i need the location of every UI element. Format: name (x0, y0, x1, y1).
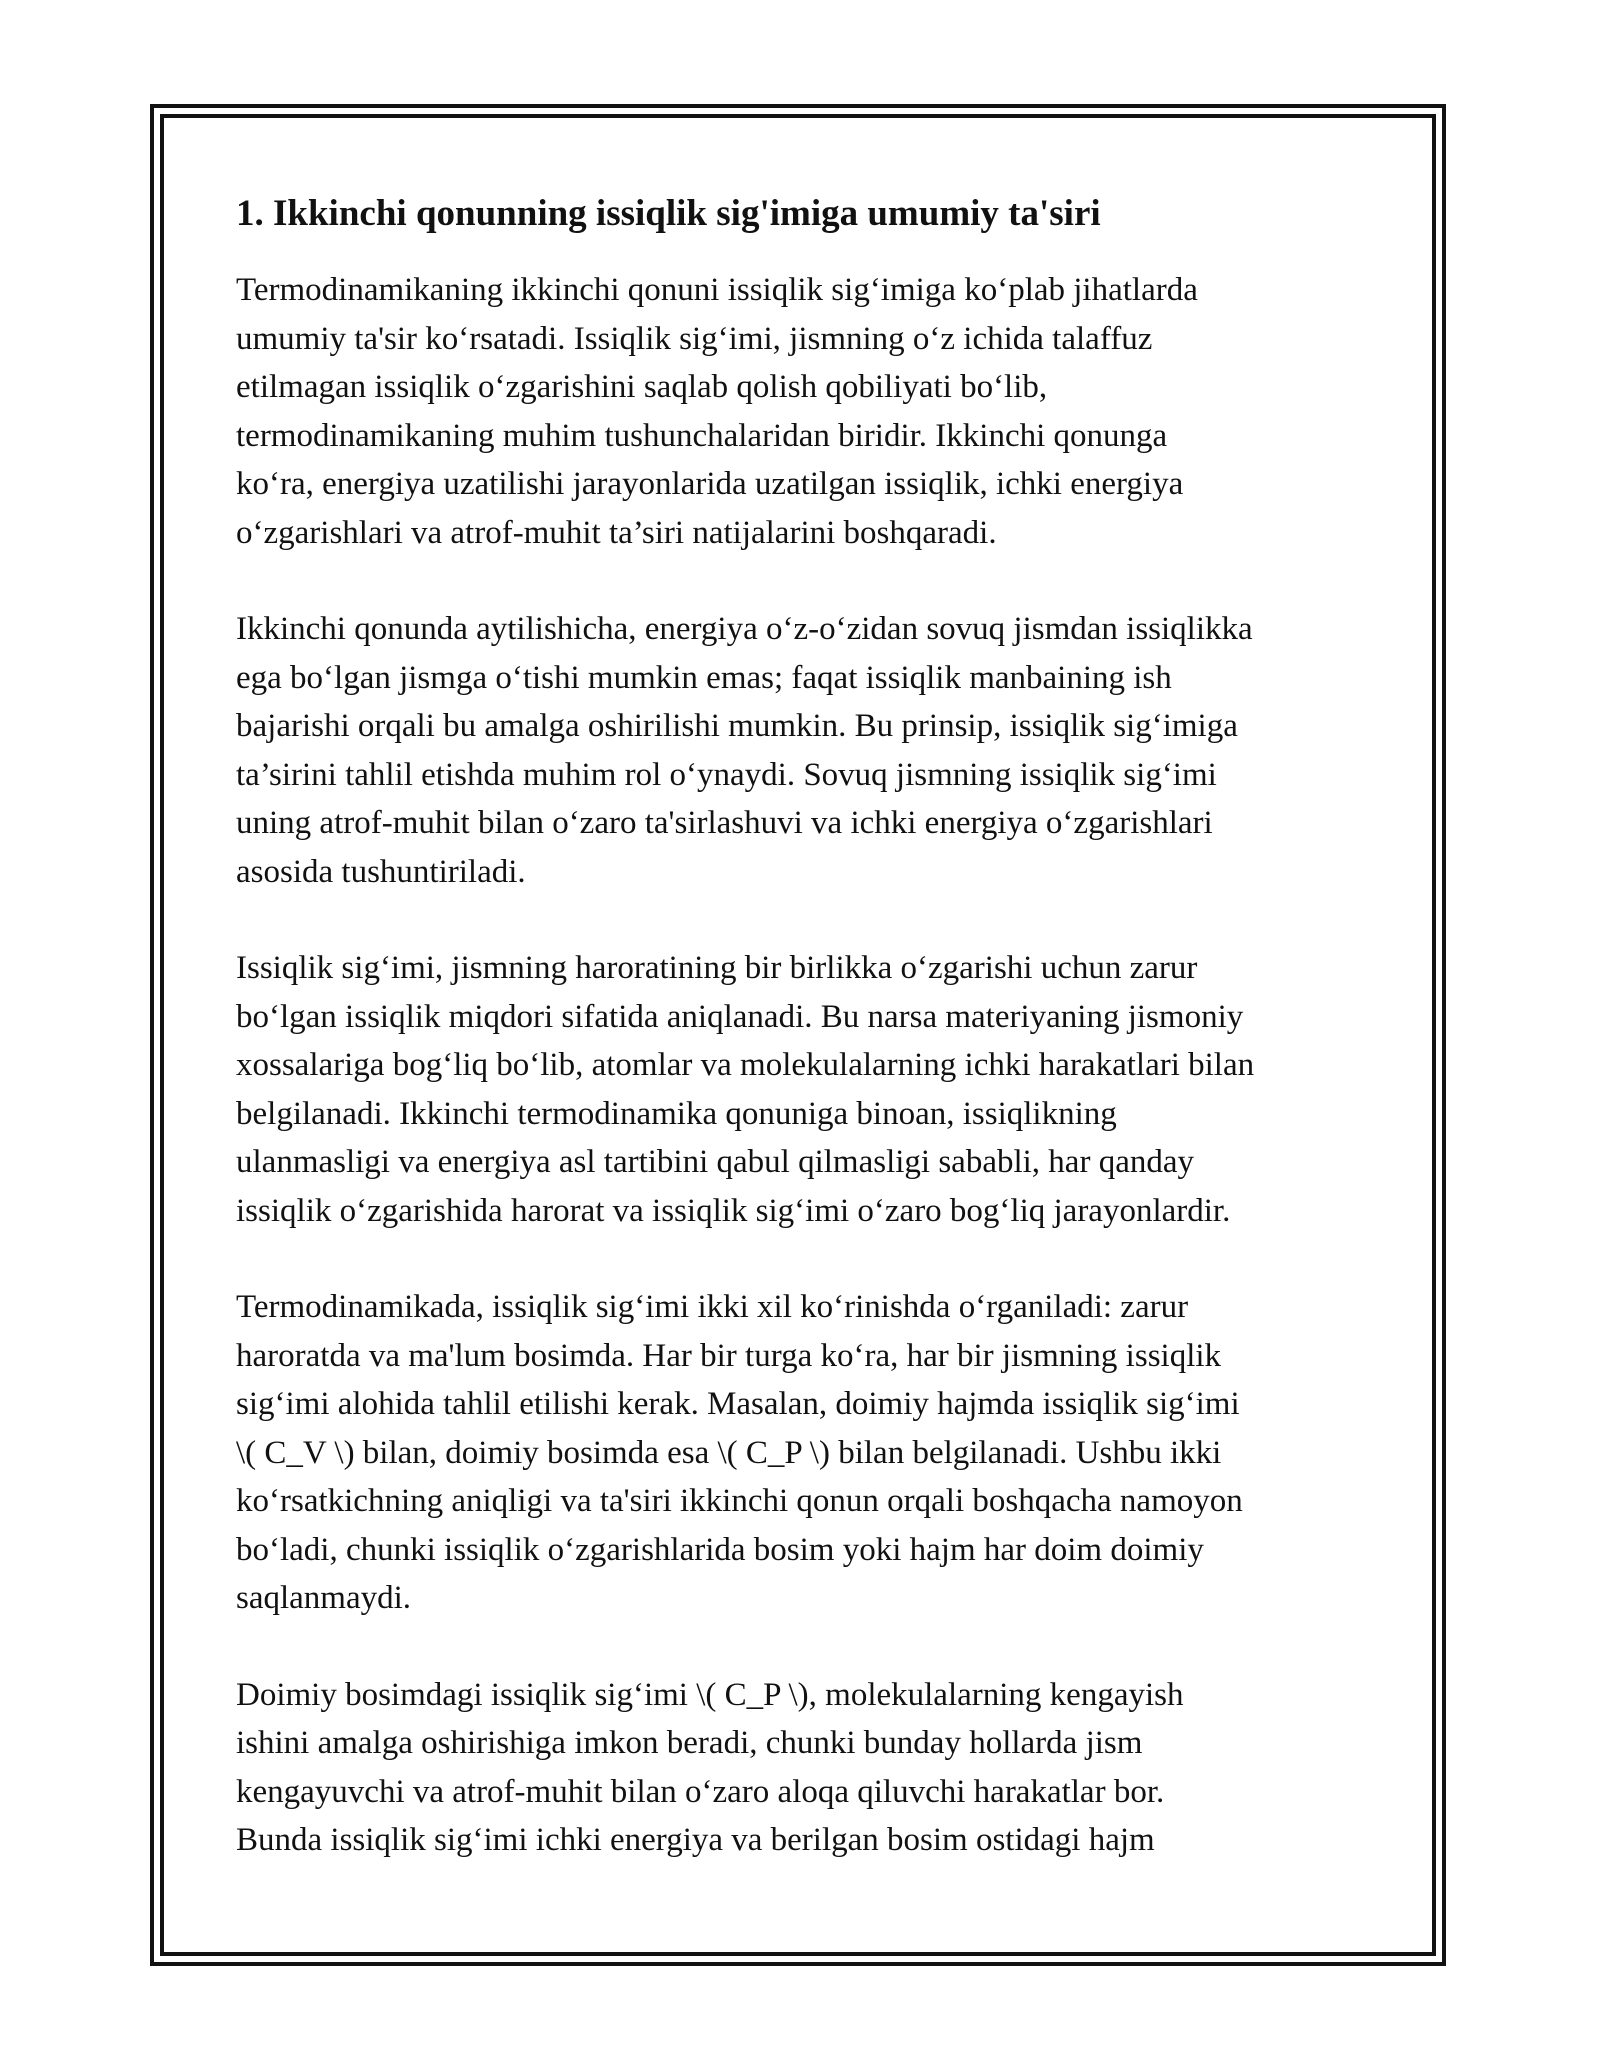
paragraph-line: Termodinamikaning ikkinchi qonuni issiqlik sig‘imiga ko‘plab jihatlarda (236, 272, 1198, 308)
paragraph-line: saqlanmaydi. (236, 1580, 412, 1616)
paragraph-line: issiqlik o‘zgarishida harorat va issiqlik sig‘imi o‘zaro bog‘liq jarayonlardir. (236, 1192, 1231, 1229)
paragraph-line: kengayuvchi va atrof-muhit bilan o‘zaro aloqa qiluvchi harakatlar bor. (236, 1773, 1165, 1810)
paragraph (236, 266, 1386, 557)
paragraph (236, 1283, 1386, 1623)
paragraph-line: Termodinamikada, issiqlik sig‘imi ikki xil ko‘rinishda o‘rganiladi: zarur (236, 1289, 1189, 1325)
paragraph-line: termodinamikaning muhim tushunchalaridan biridir. Ikkinchi qonunga (236, 417, 1168, 454)
paragraph-line: o‘zgarishlari va atrof-muhit ta’siri natijalarini boshqaradi. (236, 514, 997, 551)
paragraph-line: Ikkinchi qonunda aytilishicha, energiya o‘z-o‘zidan sovuq jismdan issiqlikka (236, 611, 1253, 647)
paragraph-line: ta’sirini tahlil etishda muhim rol o‘ynaydi. Sovuq jismning issiqlik sig‘imi (236, 756, 1217, 793)
paragraph-line: Doimiy bosimdagi issiqlik sig‘imi \( C_P \), molekulalarning kengayish (236, 1676, 1184, 1713)
paragraph-line: bo‘lgan issiqlik miqdori sifatida aniqlanadi. Bu narsa materiyaning jismoniy (236, 998, 1244, 1035)
paragraph-line: ko‘rsatkichning aniqligi va ta'siri ikkinchi qonun orqali boshqacha namoyon (236, 1483, 1243, 1519)
paragraph-line: ko‘ra, energiya uzatilishi jarayonlarida uzatilgan issiqlik, ichki energiya (236, 466, 1184, 502)
paragraph-line: sig‘imi alohida tahlil etilishi kerak. Masalan, doimiy hajmda issiqlik sig‘imi (236, 1386, 1240, 1422)
paragraph-line: ishini amalga oshirishiga imkon beradi, chunki bunday hollarda jism (236, 1725, 1143, 1761)
paragraph-line: haroratda va ma'lum bosimda. Har bir turga ko‘ra, har bir jismning issiqlik (236, 1337, 1222, 1374)
paragraph-line: bajarishi orqali bu amalga oshirilishi mumkin. Bu prinsip, issiqlik sig‘imiga (236, 708, 1238, 744)
paragraph-line: Issiqlik sig‘imi, jismning haroratining bir birlikka o‘zgarishi uchun zarur (236, 950, 1198, 986)
paragraph-line: xossalariga bog‘liq bo‘lib, atomlar va molekulalarning ichki harakatlari bilan (236, 1047, 1255, 1083)
paragraph-line: \( C_V \) bilan, doimiy bosimda esa \( C_P \) bilan belgilanadi. Ushbu ikki (236, 1434, 1222, 1471)
paragraph-line: asosida tushuntiriladi. (236, 853, 526, 890)
paragraph-line: belgilanadi. Ikkinchi termodinamika qonuniga binoan, issiqlikning (236, 1095, 1117, 1132)
paragraph-line: ulanmasligi va energiya asl tartibini qabul qilmasligi sababli, har qanday (236, 1144, 1194, 1180)
paragraphs-container (236, 266, 1386, 1865)
paragraph-line: uning atrof-muhit bilan o‘zaro ta'sirlashuvi va ichki energiya o‘zgarishlari (236, 805, 1213, 841)
paragraph (236, 944, 1386, 1235)
paragraph-line: ega bo‘lgan jismga o‘tishi mumkin emas; faqat issiqlik manbaining ish (236, 659, 1172, 696)
paragraph-line: bo‘ladi, chunki issiqlik o‘zgarishlarida bosim yoki hajm har doim doimiy (236, 1531, 1204, 1568)
paragraph (236, 1671, 1386, 1865)
paragraph (236, 605, 1386, 896)
section-title: 1. Ikkinchi qonunning issiqlik sig'imiga umumiy ta'siri (236, 193, 1101, 234)
document-body (236, 186, 1386, 1913)
paragraph-line: etilmagan issiqlik o‘zgarishini saqlab qolish qobiliyati bo‘lib, (236, 369, 1048, 405)
paragraph-line: Bunda issiqlik sig‘imi ichki energiya va berilgan bosim ostidagi hajm (236, 1822, 1155, 1858)
paragraph-line: umumiy ta'sir ko‘rsatadi. Issiqlik sig‘imi, jismning o‘z ichida talaffuz (236, 320, 1153, 357)
